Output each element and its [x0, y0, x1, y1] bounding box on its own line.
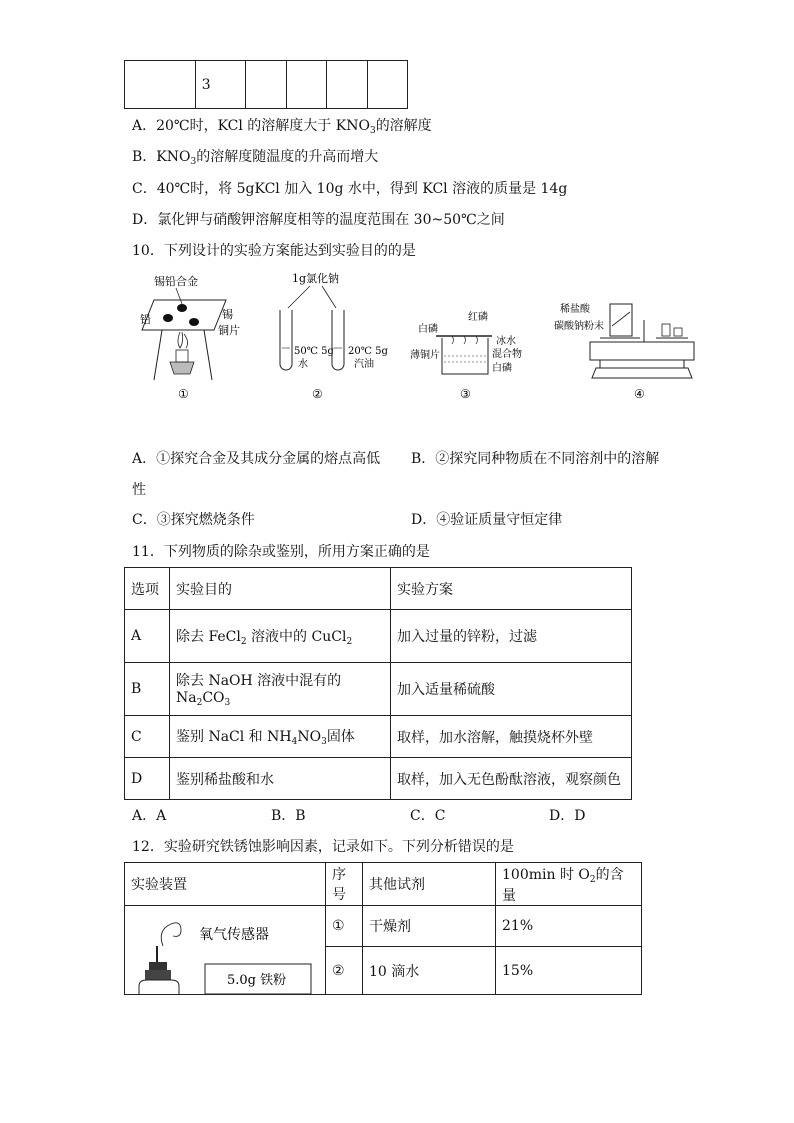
q12-row-num: ②	[326, 947, 363, 995]
fig4-number: ④	[634, 387, 645, 401]
goal-text: 溶液中的 CuCl	[246, 628, 347, 645]
q10-option-b-continued: 性	[132, 482, 146, 498]
figure-1-alloy-heating	[140, 270, 250, 410]
q11-row-plan: 取样，加入无色酚酞溶液，观察颜色	[391, 758, 632, 800]
goal-text: CO	[202, 690, 225, 706]
fig2-right-label-b: 汽油	[354, 359, 374, 370]
goal-text: 固体	[326, 729, 355, 745]
goal-sub: 3	[224, 698, 231, 708]
fig3-thin-cu-label: 薄铜片	[410, 350, 440, 361]
q11-row-option: B	[125, 663, 170, 716]
q12-header-device: 实验装置	[125, 863, 326, 906]
q11-table	[124, 567, 632, 800]
q9-b-suffix: 的溶解度随温度的升高而增大	[196, 149, 379, 165]
q12-header-o2	[496, 863, 642, 906]
q12-device-cell	[125, 906, 326, 995]
fig3-white-p2-label: 白磷	[492, 363, 512, 374]
q9-option-a	[132, 117, 432, 140]
o2-header-text: 100min 时 O	[502, 866, 590, 883]
q11-answer-c: C．C	[410, 808, 446, 824]
q9-b-sub: 3	[190, 157, 197, 167]
q10-option-b: B．②探究同种物质在不同溶剂中的溶解	[411, 451, 660, 467]
q11-row-goal	[170, 716, 391, 758]
q10-stem: 10．下列设计的实验方案能达到实验目的的是	[132, 243, 416, 259]
top-table-cell	[125, 61, 196, 109]
q11-row-goal	[170, 663, 391, 716]
q12-table	[124, 862, 642, 995]
q10-option-d: D．④验证质量守恒定律	[411, 512, 563, 528]
q9-a-suffix: 的溶解度	[375, 118, 432, 134]
q12-row-reagent: 干燥剂	[363, 906, 496, 947]
q12-header-row	[125, 863, 642, 906]
q11-row-plan: 加入过量的锌粉，过滤	[391, 610, 632, 663]
q12-header-num: 序号	[326, 863, 363, 906]
q9-option-c: C．40℃时，将 5gKCl 加入 10g 水中，得到 KCl 溶液的质量是 14g	[132, 181, 568, 197]
q11-header-plan: 实验方案	[391, 568, 632, 610]
fig1-tin-label: 锡	[222, 308, 233, 321]
table-row	[125, 758, 632, 800]
figure-4-balance	[554, 298, 700, 410]
q11-row-option: C	[125, 716, 170, 758]
o2-header-sub: 2	[589, 874, 596, 885]
fig1-copper-label: 铜片	[218, 324, 240, 337]
goal-text: 除去 NaOH 溶液中混有的 Na	[176, 673, 342, 706]
q12-row-reagent: 10 滴水	[363, 947, 496, 995]
figure-2-test-tubes	[270, 270, 388, 410]
q11-header-goal: 实验目的	[170, 568, 391, 610]
top-table-cell	[286, 61, 326, 109]
goal-sub: 4	[291, 737, 298, 747]
fig2-top-label: 1g氯化钠	[292, 272, 340, 285]
fig1-lead-label: 铅	[140, 313, 151, 326]
fig3-ice-label-b: 混合物	[492, 349, 522, 360]
top-table-cell-3: 3	[195, 61, 246, 109]
fig3-white-p-label: 白磷	[418, 324, 438, 335]
q9-option-d: D．氯化钾与硝酸钾溶解度相等的温度范围在 30~50℃之间	[132, 212, 505, 228]
fig2-right-label-a: 20℃ 5g	[348, 346, 388, 357]
iron-rust-apparatus	[125, 906, 325, 994]
q11-row-plan: 取样，加水溶解，触摸烧杯外壁	[391, 716, 632, 758]
fig3-red-p-label: 红磷	[468, 312, 488, 323]
q11-row-goal: 鉴别稀盐酸和水	[170, 758, 391, 800]
q11-row-goal	[170, 610, 391, 663]
fig3-ice-label-a: 冰水	[496, 336, 516, 347]
q11-row-plan: 加入适量稀硫酸	[391, 663, 632, 716]
table-row	[125, 610, 632, 663]
fig3-number: ③	[460, 387, 471, 401]
q12-row-num: ①	[326, 906, 363, 947]
q11-stem: 11．下列物质的除杂或鉴别，所用方案正确的是	[132, 544, 430, 560]
q12-header-reagent: 其他试剂	[363, 863, 496, 906]
fig1-number: ①	[178, 387, 189, 401]
iron-powder-label: 5.0g 铁粉	[227, 973, 287, 988]
q11-row-option: D	[125, 758, 170, 800]
goal-text: NO	[297, 729, 322, 745]
q9-a-prefix: A．20℃时，KCl 的溶解度大于 KNO	[132, 118, 370, 134]
figure-3-combustion	[408, 300, 538, 410]
q9-a-sub: 3	[369, 126, 376, 136]
goal-sub: 2	[240, 636, 247, 647]
top-table-cell	[246, 61, 286, 109]
goal-sub: 2	[196, 698, 203, 708]
q12-row-o2: 15%	[496, 947, 642, 995]
goal-text: 除去 FeCl	[176, 628, 241, 645]
fig4-acid-label: 稀盐酸	[560, 304, 590, 315]
o2-header-text: 的含量	[502, 866, 624, 904]
q12-row-o2: 21%	[496, 906, 642, 947]
table-row	[125, 906, 642, 947]
q11-header-option: 选项	[125, 568, 170, 610]
goal-sub: 2	[346, 636, 353, 647]
top-table-cell	[327, 61, 367, 109]
goal-sub: 3	[321, 737, 327, 747]
q12-stem: 12．实验研究铁锈蚀影响因素，记录如下。下列分析错误的是	[132, 839, 514, 855]
fig2-left-label-b: 水	[298, 359, 308, 370]
table-row	[125, 663, 632, 716]
fig1-alloy-label: 锡铅合金	[154, 275, 198, 288]
q11-answer-d: D．D	[549, 808, 586, 824]
q10-option-c: C．③探究燃烧条件	[132, 512, 255, 528]
fig2-left-label-a: 50℃ 5g	[294, 346, 334, 357]
fig2-number: ②	[312, 387, 323, 401]
q11-answer-b: B．B	[271, 808, 306, 824]
q10-option-a: A．①探究合金及其成分金属的熔点高低	[132, 451, 381, 467]
q11-answer-a: A．A	[132, 808, 167, 824]
q11-row-option: A	[125, 610, 170, 663]
q9-option-b	[132, 148, 378, 171]
fig4-powder-label: 碳酸钠粉末	[554, 321, 604, 332]
top-table-cell	[367, 61, 407, 109]
oxygen-sensor-label: 氧气传感器	[199, 927, 269, 943]
q11-header-row	[125, 568, 632, 610]
goal-text: 鉴别 NaCl 和 NH	[176, 729, 292, 745]
top-table-fragment	[124, 60, 408, 109]
table-row	[125, 716, 632, 758]
q9-b-prefix: B．KNO	[132, 149, 191, 165]
